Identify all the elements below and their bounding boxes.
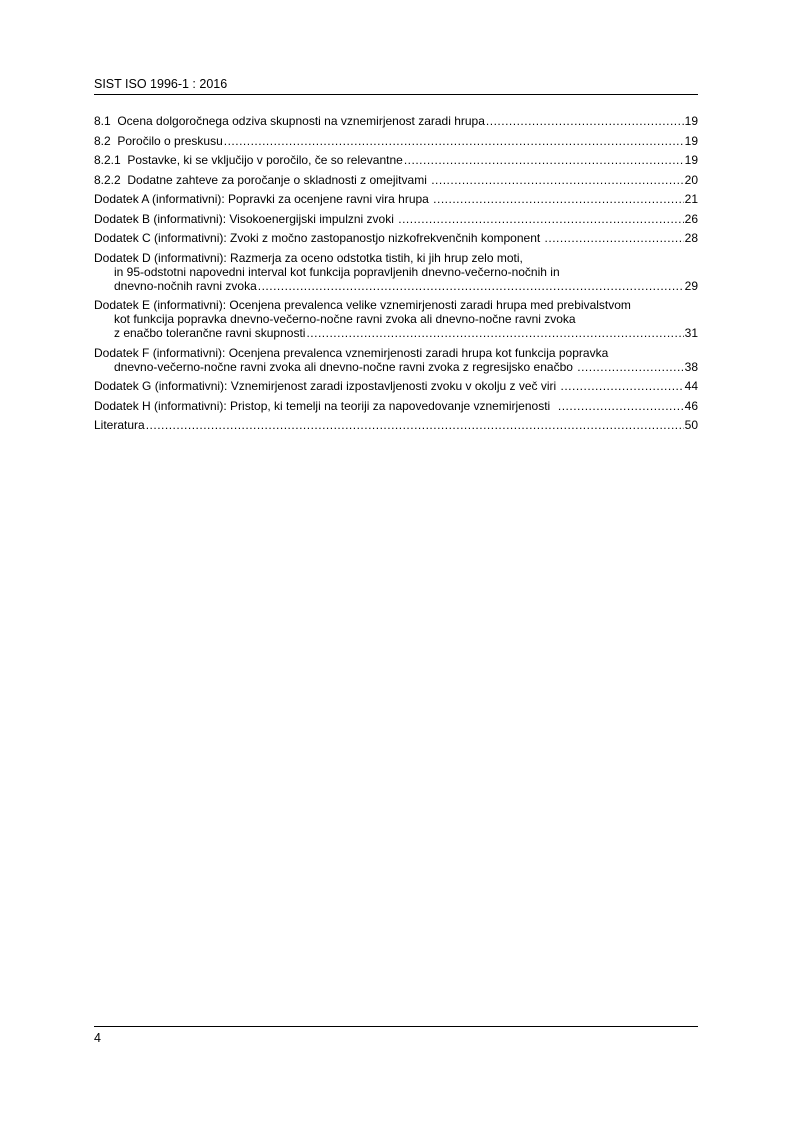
dot-leader [306, 326, 683, 340]
toc-entry-title: z enačbo tolerančne ravni skupnosti [114, 326, 306, 340]
toc-page-number: 29 [684, 278, 698, 293]
toc-entry-title: 8.2 Poročilo o preskusu [94, 133, 223, 148]
toc-page-number: 44 [684, 379, 698, 393]
toc-page-number: 28 [684, 231, 698, 245]
toc-entry-title: 8.2.2 Dodatne zahteve za poročanje o skladnosti z omejitvami [94, 172, 431, 187]
toc-page-number: 26 [684, 211, 698, 226]
dot-leader [577, 360, 683, 374]
toc-entry[interactable] [94, 231, 698, 245]
toc-entry[interactable] [94, 346, 698, 374]
toc-entry-title: Literatura [94, 418, 145, 432]
dot-leader [561, 379, 684, 393]
toc-entry[interactable] [94, 379, 698, 393]
footer-rule [94, 1026, 698, 1027]
toc-entry-title: Dodatek B (informativni): Visokoenergijski impulzni zvoki [94, 211, 398, 226]
toc-page-number: 38 [684, 359, 698, 374]
dot-leader [431, 173, 683, 187]
toc-page-number: 21 [684, 192, 698, 206]
dot-leader [433, 192, 683, 206]
toc-entry[interactable] [94, 173, 698, 187]
toc-entry[interactable] [94, 134, 698, 148]
toc-entry-title: 8.1 Ocena dolgoročnega odziva skupnosti na vznemirjenost zaradi hrupa [94, 114, 485, 128]
toc-entry[interactable] [94, 418, 698, 432]
running-header [94, 77, 698, 95]
toc-page-number: 46 [684, 398, 698, 413]
dot-leader [558, 399, 684, 413]
dot-leader [486, 114, 684, 128]
toc-entry-title: Dodatek C (informativni): Zvoki z močno zastopanostjo nizkofrekvenčnih komponent [94, 231, 544, 245]
toc-page-number: 19 [684, 114, 698, 128]
toc-entry-line: Dodatek D (informativni): Razmerja za oceno odstotka tistih, ki jih hrup zelo moti, [94, 250, 523, 265]
dot-leader [146, 418, 684, 432]
document-id: SIST ISO 1996-1 : 2016 [94, 77, 228, 91]
toc-entry-title: Dodatek A (informativni): Popravki za ocenjene ravni vira hrupa [94, 192, 433, 206]
toc-entry-title: dnevno-nočnih ravni zvoka [114, 278, 257, 293]
toc-page-number: 50 [684, 418, 698, 432]
toc-entry[interactable] [94, 212, 698, 226]
toc-entry[interactable] [94, 298, 698, 340]
dot-leader [258, 279, 684, 293]
toc-entry[interactable] [94, 192, 698, 206]
toc-entry-title: dnevno-večerno-nočne ravni zvoka ali dnevno-nočne ravni zvoka z regresijsko enačbo [114, 359, 577, 374]
toc-entry[interactable] [94, 251, 698, 293]
dot-leader [404, 153, 684, 167]
toc-page-number: 19 [684, 153, 698, 167]
toc-entry[interactable] [94, 114, 698, 128]
toc-page-number: 19 [684, 133, 698, 148]
toc-entry-title: Dodatek H (informativni): Pristop, ki temelji na teoriji za napovedovanje vznemirjenosti [94, 398, 557, 413]
toc-page-number: 31 [684, 326, 698, 340]
toc-entry-line: Dodatek E (informativni): Ocenjena prevalenca velike vznemirjenosti zaradi hrupa med prebivalstvom [94, 298, 631, 312]
toc-entry-title: Dodatek G (informativni): Vznemirjenost zaradi izpostavljenosti zvoku v okolju z več viri [94, 379, 560, 393]
toc-entry[interactable] [94, 399, 698, 413]
toc-page-number: 20 [684, 172, 698, 187]
page-number: 4 [94, 1031, 101, 1045]
table-of-contents [94, 114, 698, 438]
toc-entry-line: in 95-odstotni napovedni interval kot funkcija popravljenih dnevno-večerno-nočnih in [114, 264, 560, 279]
toc-entry-line: kot funkcija popravka dnevno-večerno-nočne ravni zvoka ali dnevno-nočne ravni zvoka [114, 312, 576, 326]
toc-entry-line: Dodatek F (informativni): Ocenjena prevalenca vznemirjenosti zaradi hrupa kot funkcija popravka [94, 345, 609, 360]
toc-entry-title: 8.2.1 Postavke, ki se vključijo v poročilo, če so relevantne [94, 153, 403, 167]
dot-leader [398, 212, 683, 226]
dot-leader [545, 231, 684, 245]
dot-leader [224, 134, 684, 148]
toc-entry[interactable] [94, 153, 698, 167]
